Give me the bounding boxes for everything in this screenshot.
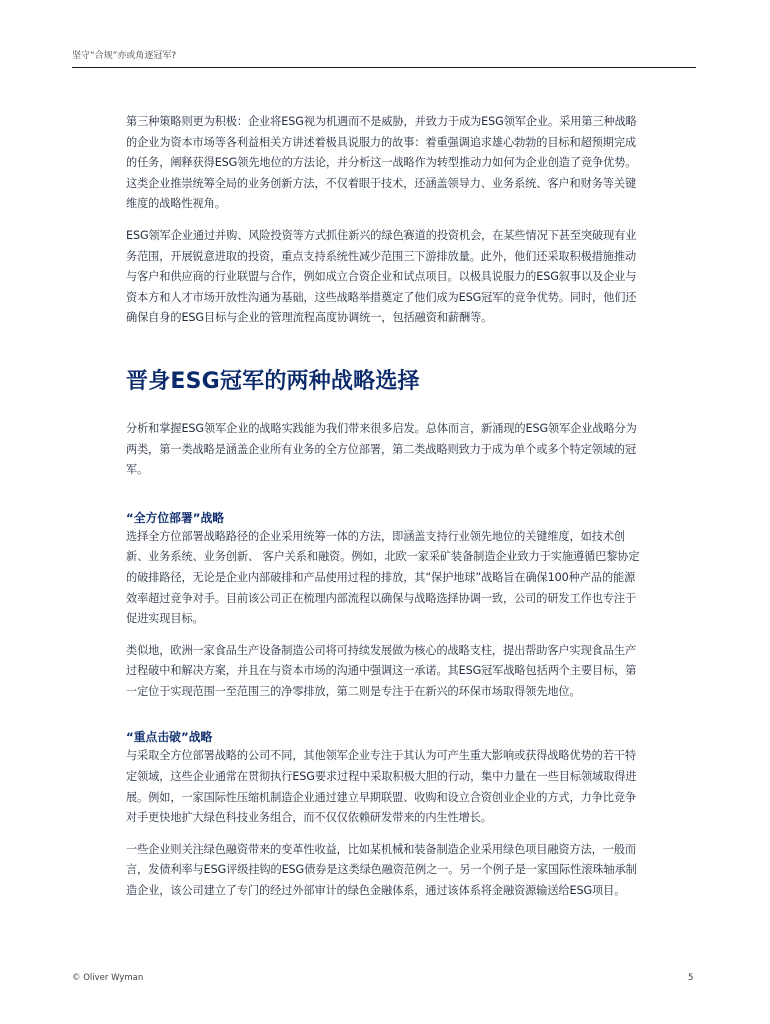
header-title: 坚守“合规”亦或角逐冠军? — [72, 51, 177, 61]
page-header — [72, 48, 696, 68]
strategy2-paragraph-1: 与采取全方位部署战略的公司不同，其他领军企业专注于其认为可产生重大影响或获得战略优势的若干特定领域，这些企业通常在贯彻执行ESG要求过程中采取积极大胆的行动，集中力量在一些目标领域取得进展。例如，一家国际性压缩机制造企业通过建立早期联盟、收购和设立合资创业企业的方式，力争比竞争对手更快地扩大绿色科技业务组合，而不仅仅依赖研发带来的内生性增长。 — [126, 749, 637, 825]
page-number: 5 — [688, 973, 694, 983]
strategy2-paragraph-2: 一些企业则关注绿色融资带来的变革性收益，比如某机械和装备制造企业采用绿色项目融资方法，一般而言，发债利率与ESG评级挂钩的ESG债券是这类绿色融资范例之一。另一个例子是一家国际性滚珠轴承制造企业，该公司建立了专门的经过外部审计的绿色金融体系，通过该体系将金融资源输送给ESG项目。 — [126, 842, 637, 898]
section-intro: 分析和掌握ESG领军企业的战略实践能为我们带来很多启发。总体而言，新涌现的ESG领军企业战略分为两类，第一类战略是涵盖企业所有业务的全方位部署，第二类战略则致力于成为单个或多个特定领域的冠军。 — [126, 421, 637, 477]
paragraph-third-strategy: 第三种策略则更为积极：企业将ESG视为机遇而不是威胁，并致力于成为ESG领军企业。采用第三种战略的企业为资本市场等各利益相关方讲述着极具说服力的故事：着重强调追求雄心勃勃的目标和超预期完成的任务，阐释获得ESG领先地位的方法论，并分析这一战略作为转型推动力如何为企业创造了竞争优势。这类企业推崇统筹全局的业务创新方法，不仅着眼于技术，还涵盖领导力、业务系统、客户和财务等关键维度的战略性视角。 — [126, 115, 637, 211]
footer-copyright: © Oliver Wyman — [72, 973, 144, 983]
paragraph-esg-leaders: ESG领军企业通过并购、风险投资等方式抓住新兴的绿色赛道的投资机会，在某些情况下甚至突破现有业务范围，开展锐意进取的投资，重点支持系统性减少范围三下游排放量。此外，他们还采取积极措施推动与客户和供应商的行业联盟与合作，例如成立合资企业和试点项目。以极具说服力的ESG叙事以及企业与资本方和人才市场开放性沟通为基础，这些战略举措奠定了他们成为ESG冠军的竞争优势。同时，他们还确保自身的ESG目标与企业的管理流程高度协调统一，包括融资和薪酬等。 — [126, 228, 637, 325]
strategy1-paragraph-1: 选择全方位部署战略路径的企业采用统筹一体的方法，即涵盖支持行业领先地位的关键维度，如技术创新、业务系统、业务创新、 客户关系和融资。例如，北欧一家采矿装备制造企业致力于实施遵循巴黎协定的破排路径，无论是企业内部破排和产品使用过程的排放，其“保护地球”战略旨在确保100种产品的能源效率超过竞争对手。目前该公司正在梳理内部流程以确保与战略选择协调一致，公司的研发工作也专注于促进实现目标。 — [126, 529, 640, 626]
strategy2-heading: “重点击破”战略 — [126, 730, 213, 745]
document-body — [126, 112, 646, 902]
section-title: 晋身ESG冠军的两种战略选择 — [126, 368, 420, 394]
strategy1-paragraph-2: 类似地，欧洲一家食品生产设备制造公司将可持续发展做为核心的战略支柱，提出帮助客户实现食品生产过程破中和解决方案，并且在与资本市场的沟通中强调这一承诺。其ESG冠军战略包括两个主要目标，第一定位于实现范围一至范围三的净零排放，第二则是专注于在新兴的环保市场取得领先地位。 — [126, 643, 637, 698]
strategy1-heading: “全方位部署”战略 — [126, 510, 225, 525]
